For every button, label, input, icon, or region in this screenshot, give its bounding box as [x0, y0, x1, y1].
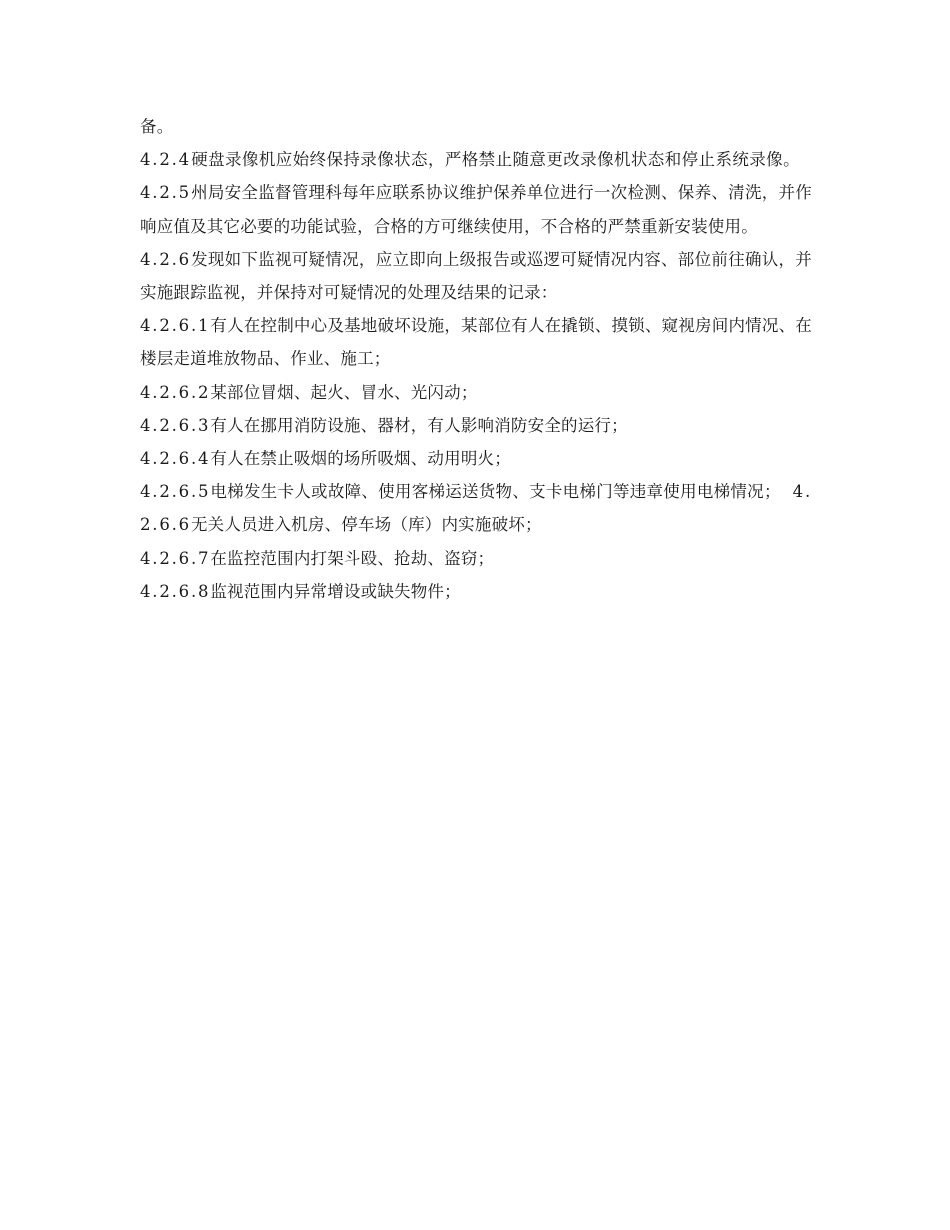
clause-number: 4.2.6.7	[140, 548, 211, 568]
clause-number: 4.2.4	[140, 150, 191, 170]
document-body	[140, 110, 812, 608]
clause-number: 4.2.6.8	[140, 581, 211, 601]
clause-number: 4.2.6.6	[140, 482, 812, 535]
clause-text: 有人在控制中心及基地破坏设施，某部位有人在撬锁、摸锁、窥视房间内情况、在楼层走道堆放物品、作业、施工；	[140, 316, 812, 369]
paragraph-4-2-6-5	[140, 475, 812, 541]
clause-text: 有人在禁止吸烟的场所吸烟、动用明火；	[210, 449, 511, 469]
paragraph-4-2-6-3	[140, 409, 812, 442]
clause-text: 有人在挪用消防设施、器材，有人影响消防安全的运行；	[210, 415, 628, 435]
paragraph-4-2-6-8	[140, 575, 812, 608]
paragraph-text: 备。	[140, 117, 174, 136]
clause-text: 发现如下监视可疑情况，应立即向上级报告或巡逻可疑情况内容、部位前往确认，并实施跟踪监视，并保持对可疑情况的处理及结果的记录：	[140, 249, 812, 303]
clause-text: 监视范围内异常增设或缺失物件；	[210, 581, 461, 601]
clause-number: 4.2.6.1	[140, 316, 211, 336]
clause-number: 4.2.5	[140, 183, 191, 203]
paragraph-4-2-6-2	[140, 376, 812, 409]
clause-text: 某部位冒烟、起火、冒水、光闪动；	[210, 382, 478, 402]
clause-number: 4.2.6.5	[140, 482, 211, 502]
paragraph-4-2-6-4	[140, 442, 812, 475]
clause-text: 电梯发生卡人或故障、使用客梯运送货物、支卡电梯门等违章使用电梯情况；	[210, 482, 781, 502]
clause-number: 4.2.6.3	[140, 415, 211, 435]
clause-text: 州局安全监督管理科每年应联系协议维护保养单位进行一次检测、保养、清洗，并作响应值及其它必要的功能试验，合格的方可继续使用，不合格的严禁重新安装使用。	[140, 183, 812, 236]
clause-number: 4.2.6.2	[140, 382, 211, 402]
clause-number: 4.2.6.4	[140, 449, 211, 469]
clause-number: 4.2.6	[140, 249, 191, 269]
paragraph-4-2-6-7	[140, 542, 812, 575]
paragraph-4-2-6-1	[140, 309, 812, 375]
clause-text: 无关人员进入机房、停车场（库）内实施破坏；	[190, 515, 542, 535]
paragraph-continuation	[140, 110, 812, 143]
paragraph-4-2-6	[140, 243, 812, 309]
clause-text: 硬盘录像机应始终保持录像状态，严格禁止随意更改录像机状态和停止系统录像。	[190, 150, 800, 170]
clause-text: 在监控范围内打架斗殴、抢劫、盗窃；	[210, 548, 495, 568]
paragraph-4-2-4	[140, 143, 812, 243]
